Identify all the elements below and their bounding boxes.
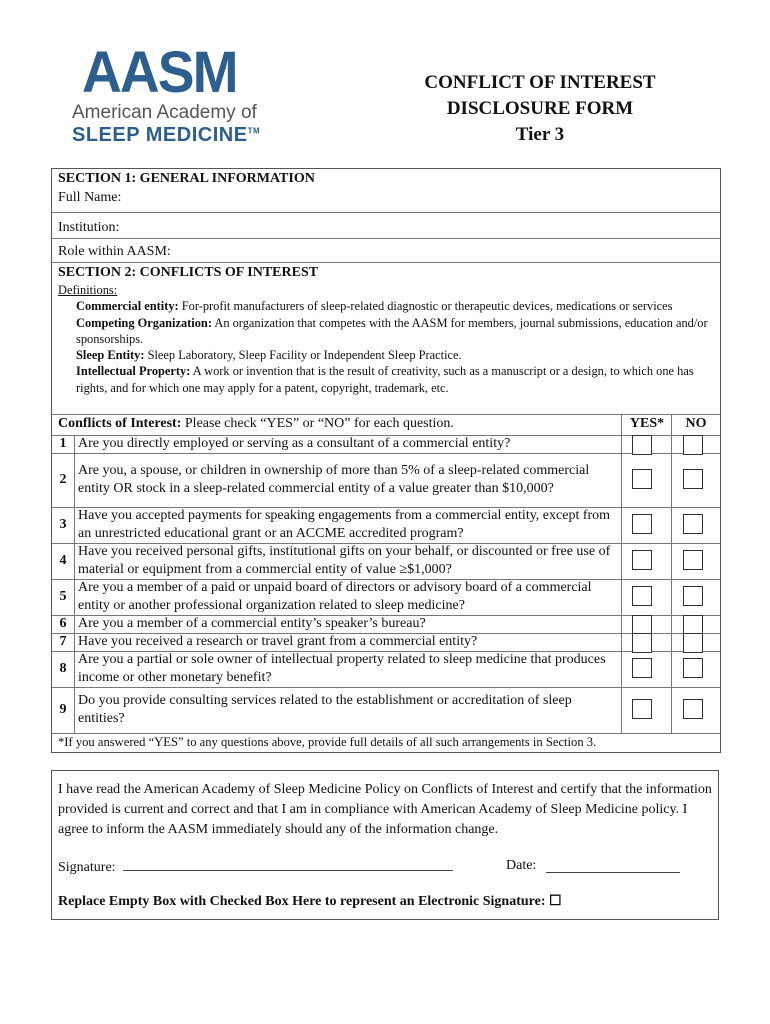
yes-checkbox[interactable] (632, 435, 652, 455)
section1-heading: SECTION 1: GENERAL INFORMATION (58, 171, 315, 186)
question-row (52, 435, 720, 454)
logo-tm: TM (247, 126, 261, 136)
title-line3: Tier 3 (515, 124, 565, 145)
coi-header-row (52, 415, 720, 436)
def-sleep-entity (58, 347, 720, 363)
no-checkbox[interactable] (683, 469, 703, 489)
certification-statement: I have read the American Academy of Sleep Medicine Policy on Conflicts of Interest and certify that the information provided is current and correct and that I am in compliance with American Academy of Sleep Medicine policy. I agree to inform the AASM immediately should any of the information change. (58, 782, 712, 837)
question-text: Are you directly employed or serving as a consultant of a commercial entity? (78, 436, 511, 451)
full-name-field[interactable]: Full Name: (52, 187, 720, 213)
no-checkbox[interactable] (683, 514, 703, 534)
no-column-header: NO (685, 416, 707, 431)
signature-row (58, 856, 712, 876)
yes-column-divider (621, 415, 622, 733)
question-row (52, 687, 720, 734)
def-text: A work or invention that is the result of creativity, such as a manuscript or a design, to which one has rights, and for which one may apply for a patent, copyright, trademark, etc. (76, 364, 694, 395)
title-line1: CONFLICT OF INTEREST (424, 72, 656, 93)
question-row (52, 453, 720, 508)
esign-checkbox[interactable]: ☐ (549, 894, 562, 909)
coi-instruction (58, 416, 454, 432)
question-row (52, 615, 720, 634)
logo-mark: AASM (82, 40, 237, 105)
coi-instruction-text: Please check “YES” or “NO” for each question. (181, 416, 454, 431)
question-text: Are you a partial or sole owner of intellectual property related to sleep medicine that produces income or other monetary benefit? (78, 652, 606, 685)
logo-line2-text: SLEEP MEDICINE (72, 124, 248, 146)
no-checkbox[interactable] (683, 550, 703, 570)
certification-box (51, 770, 719, 920)
yes-checkbox[interactable] (632, 658, 652, 678)
question-row (52, 507, 720, 544)
def-commercial-entity (58, 298, 720, 314)
form-title (380, 70, 700, 148)
definitions-label: Definitions: (58, 283, 118, 297)
question-row (52, 633, 720, 652)
yes-checkbox[interactable] (632, 586, 652, 606)
signature-label: Signature: (58, 860, 116, 875)
title-line2: DISCLOSURE FORM (446, 98, 634, 119)
yes-checkbox[interactable] (632, 633, 652, 653)
question-number: 9 (52, 687, 75, 733)
question-row (52, 579, 720, 616)
institution-field[interactable]: Institution: (52, 213, 720, 239)
form-table (51, 168, 721, 753)
esign-row (58, 892, 712, 912)
question-number: 7 (52, 633, 75, 651)
question-number: 6 (52, 615, 75, 633)
footnote: *If you answered “YES” to any questions above, provide full details of all such arrangements in Section 3. (58, 735, 597, 749)
yes-checkbox[interactable] (632, 469, 652, 489)
date-label: Date: (506, 858, 537, 873)
yes-checkbox[interactable] (632, 615, 652, 635)
question-number: 5 (52, 579, 75, 615)
question-text: Are you a member of a commercial entity’s speaker’s bureau? (78, 616, 426, 631)
aasm-logo (64, 40, 284, 149)
def-term: Intellectual Property: (76, 364, 191, 379)
yes-checkbox[interactable] (632, 699, 652, 719)
question-text: Do you provide consulting services related to the establishment or accreditation of sleep entities? (78, 693, 572, 726)
def-text: For-profit manufacturers of sleep-related diagnostic or therapeutic devices, medications or services (178, 299, 673, 314)
esign-label: Replace Empty Box with Checked Box Here to represent an Electronic Signature: (58, 894, 546, 909)
no-checkbox[interactable] (683, 633, 703, 653)
def-term: Commercial entity: (76, 299, 179, 314)
section2-heading: SECTION 2: CONFLICTS OF INTEREST (58, 265, 319, 280)
def-term: Competing Organization: (76, 315, 212, 330)
no-checkbox[interactable] (683, 435, 703, 455)
yes-column-header: YES* (629, 416, 665, 431)
def-intellectual-property (58, 363, 720, 396)
question-text: Have you received a research or travel grant from a commercial entity? (78, 634, 478, 649)
no-checkbox[interactable] (683, 699, 703, 719)
question-row (52, 651, 720, 688)
def-text: An organization that competes with the AASM for members, journal submissions, education and/or sponsorships. (76, 315, 708, 346)
question-row (52, 543, 720, 580)
no-checkbox[interactable] (683, 586, 703, 606)
def-term: Sleep Entity: (76, 348, 145, 363)
no-checkbox[interactable] (683, 615, 703, 635)
date-line[interactable] (546, 858, 680, 873)
question-text: Are you a member of a paid or unpaid board of directors or advisory board of a commercial entity or another professional organization related to sleep medicine? (78, 580, 592, 613)
logo-line2 (72, 124, 260, 147)
question-number: 4 (52, 543, 75, 579)
no-checkbox[interactable] (683, 658, 703, 678)
yes-checkbox[interactable] (632, 550, 652, 570)
no-column-divider (671, 415, 672, 733)
question-text: Have you accepted payments for speaking engagements from a commercial entity, except from an unrestricted educational grant or an ACCME accredited program? (78, 508, 611, 541)
logo-line1: American Academy of (72, 102, 257, 123)
question-number: 2 (52, 453, 75, 507)
def-text: Sleep Laboratory, Sleep Facility or Independent Sleep Practice. (144, 348, 462, 363)
definitions-block (52, 281, 720, 415)
yes-checkbox[interactable] (632, 514, 652, 534)
def-competing-organization (58, 315, 720, 348)
coi-label: Conflicts of Interest: (58, 416, 182, 431)
role-field[interactable]: Role within AASM: (52, 239, 720, 263)
question-number: 3 (52, 507, 75, 543)
question-text: Have you received personal gifts, institutional gifts on your behalf, or discounted or free use of material or equipment from a commercial entity of value ≥$1,000? (78, 544, 611, 577)
question-number: 1 (52, 435, 75, 453)
signature-line[interactable] (123, 856, 453, 871)
question-number: 8 (52, 651, 75, 687)
question-text: Are you, a spouse, or children in ownership of more than 5% of a sleep-related commercial entity OR stock in a sleep-related commercial entity of a value greater than $10,000? (78, 463, 590, 496)
